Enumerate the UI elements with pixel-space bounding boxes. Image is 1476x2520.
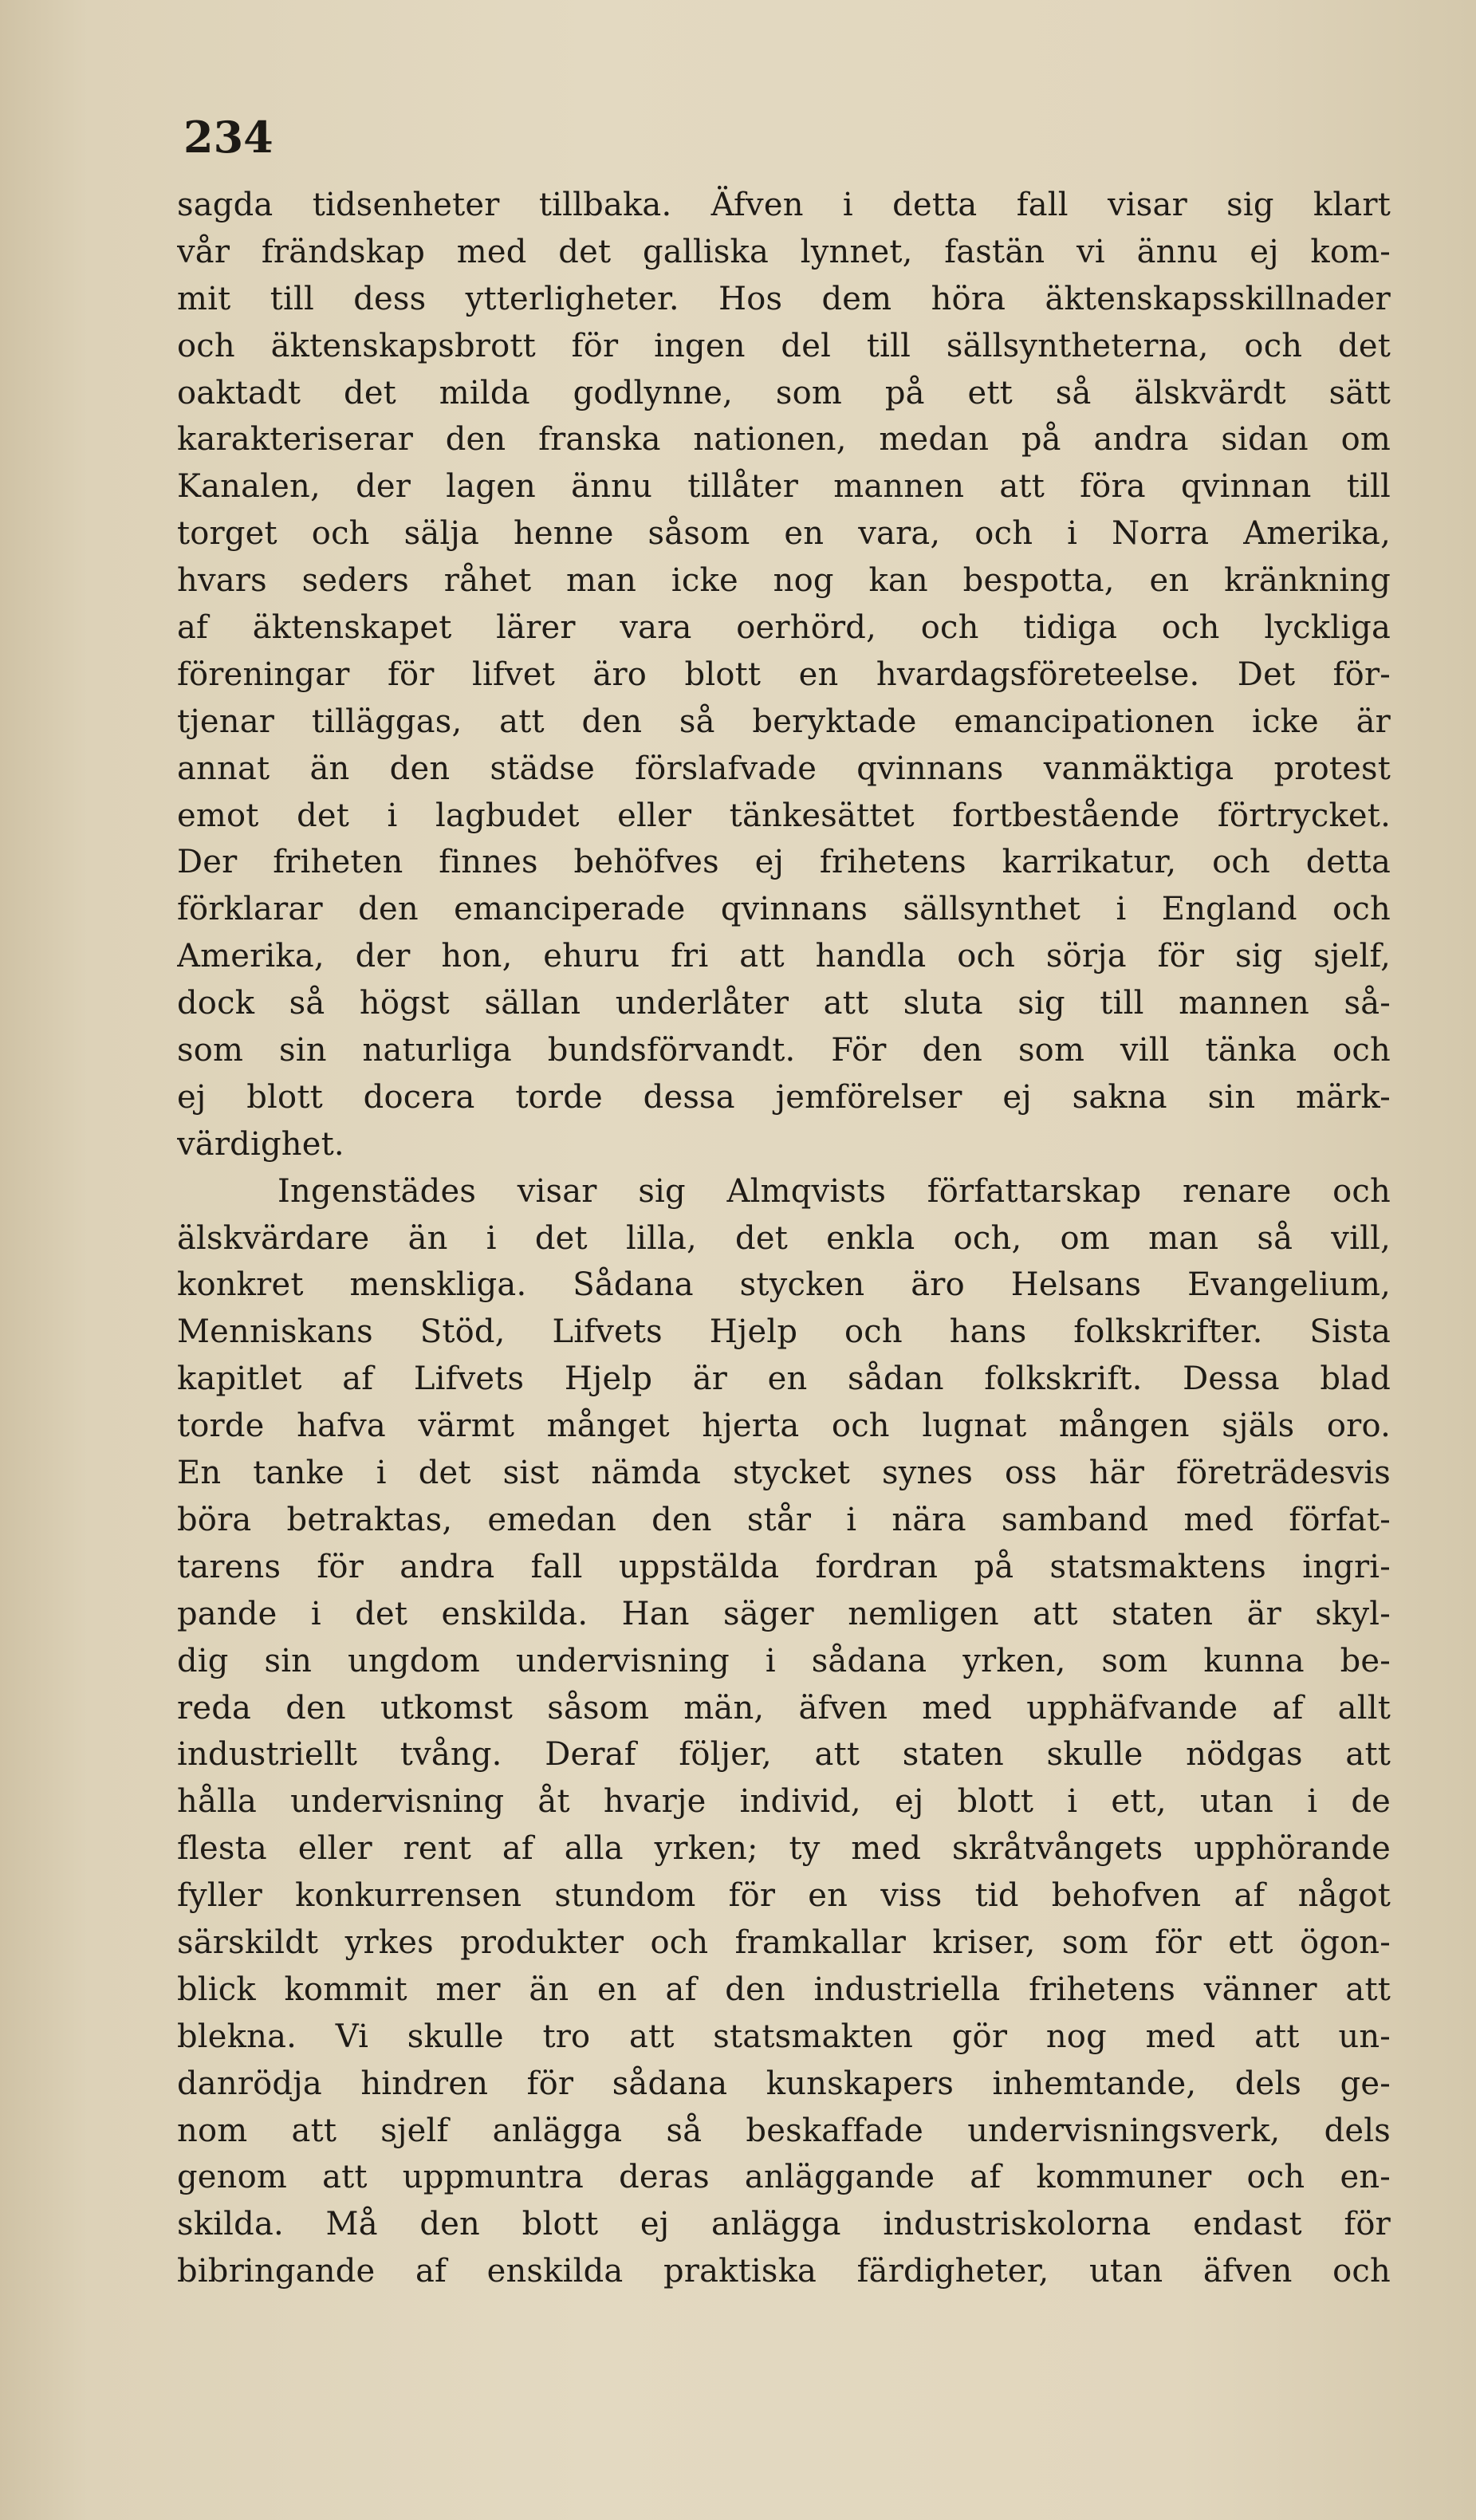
text-line: oaktadt det milda godlynne, som på ett så älskvärdt sätt [177,374,1391,411]
text-line: värdighet. [177,1125,344,1163]
body-text [177,182,1391,2295]
text-line: blick kommit mer än en af den industriella frihetens vänner att [177,1971,1391,2008]
text-line: torde hafva värmt månget hjerta och lugnat mången själs oro. [177,1408,1391,1445]
text-line: särskildt yrkes produkter och framkallar kriser, som för ett ögon- [177,1923,1391,1961]
text-line: nom att sjelf anlägga så beskaffade undervisningsverk, dels [177,2112,1391,2149]
text-line: industriellt tvång. Deraf följer, att staten skulle nödgas att [177,1736,1391,1774]
text-line: sagda tidsenheter tillbaka. Äfven i detta fall visar sig klart [177,187,1391,223]
text-line: bibringande af enskilda praktiska färdigheter, utan äfven och [177,2253,1391,2290]
text-line: hvars seders råhet man icke nog kan bespotta, en kränkning [177,562,1391,600]
text-line: dig sin ungdom undervisning i sådana yrken, som kunna be- [177,1642,1391,1679]
page-number: 234 [183,112,274,163]
text-line: hålla undervisning åt hvarje individ, ej blott i ett, utan i de [177,1783,1391,1821]
text-line: Menniskans Stöd, Lifvets Hjelp och hans folkskrifter. Sista [177,1313,1391,1351]
text-line: karakteriserar den franska nationen, medan på andra sidan om [177,421,1391,459]
text-line: tjenar tilläggas, att den så beryktade emancipationen icke är [177,703,1391,740]
text-line: böra betraktas, emedan den står i nära samband med förfat- [177,1501,1391,1538]
text-line: fyller konkurrensen stundom för en viss tid behofven af något [177,1877,1391,1915]
text-line: Amerika, der hon, ehuru fri att handla och sörja för sig sjelf, [177,938,1391,975]
text-line: och äktenskapsbrott för ingen del till sällsyntheterna, och det [177,327,1391,364]
text-line: torget och sälja henne såsom en vara, och i Norra Amerika, [177,515,1391,553]
text-line: älskvärdare än i det lilla, det enkla och, om man så vill, [177,1219,1391,1257]
text-line: kapitlet af Lifvets Hjelp är en sådan folkskrift. Dessa blad [177,1360,1391,1398]
text-line: skilda. Må den blott ej anlägga industriskolorna endast för [177,2206,1391,2243]
text-line: dock så högst sällan underlåter att sluta sig till mannen så- [177,985,1391,1022]
text-line: danrödja hindren för sådana kunskapers inhemtande, dels ge- [177,2065,1391,2102]
text-line: ej blott docera torde dessa jemförelser ej sakna sin märk- [177,1078,1391,1116]
text-line: pande i det enskilda. Han säger nemligen att staten är skyl- [177,1595,1391,1632]
text-line: flesta eller rent af alla yrken; ty med skråtvångets upphörande [177,1830,1391,1868]
text-line: föreningar för lifvet äro blott en hvardagsföreteelse. Det för- [177,656,1391,693]
text-line: reda den utkomst såsom män, äfven med upphäfvande af allt [177,1689,1391,1727]
text-line: Kanalen, der lagen ännu tillåter mannen att föra qvinnan till [177,468,1391,506]
text-line: vår frändskap med det galliska lynnet, fastän vi ännu ej kom- [177,233,1391,270]
text-line: som sin naturliga bundsförvandt. För den som vill tänka och [177,1032,1391,1069]
text-line: annat än den städse förslafvade qvinnans vanmäktiga protest [177,750,1391,787]
text-line: blekna. Vi skulle tro att statsmakten gör nog med att un- [177,2018,1391,2055]
text-line: konkret menskliga. Sådana stycken äro Helsans Evangelium, [177,1266,1391,1304]
text-line: En tanke i det sist nämda stycket synes oss här företrädesvis [177,1455,1391,1492]
text-line: Ingenstädes visar sig Almqvists författarskap renare och [277,1172,1391,1210]
text-line: mit till dess ytterligheter. Hos dem höra äktenskapsskillnader [177,280,1391,317]
text-line: emot det i lagbudet eller tänkesättet fortbestående förtrycket. [177,797,1391,834]
text-line: Der friheten finnes behöfves ej frihetens karrikatur, och detta [177,844,1391,881]
text-line: förklarar den emanciperade qvinnans sällsynthet i England och [177,891,1391,928]
text-line: tarens för andra fall uppstälda fordran på statsmaktens ingri- [177,1548,1391,1585]
text-line: genom att uppmuntra deras anläggande af kommuner och en- [177,2159,1391,2196]
text-line: af äktenskapet lärer vara oerhörd, och tidiga och lyckliga [177,609,1391,647]
